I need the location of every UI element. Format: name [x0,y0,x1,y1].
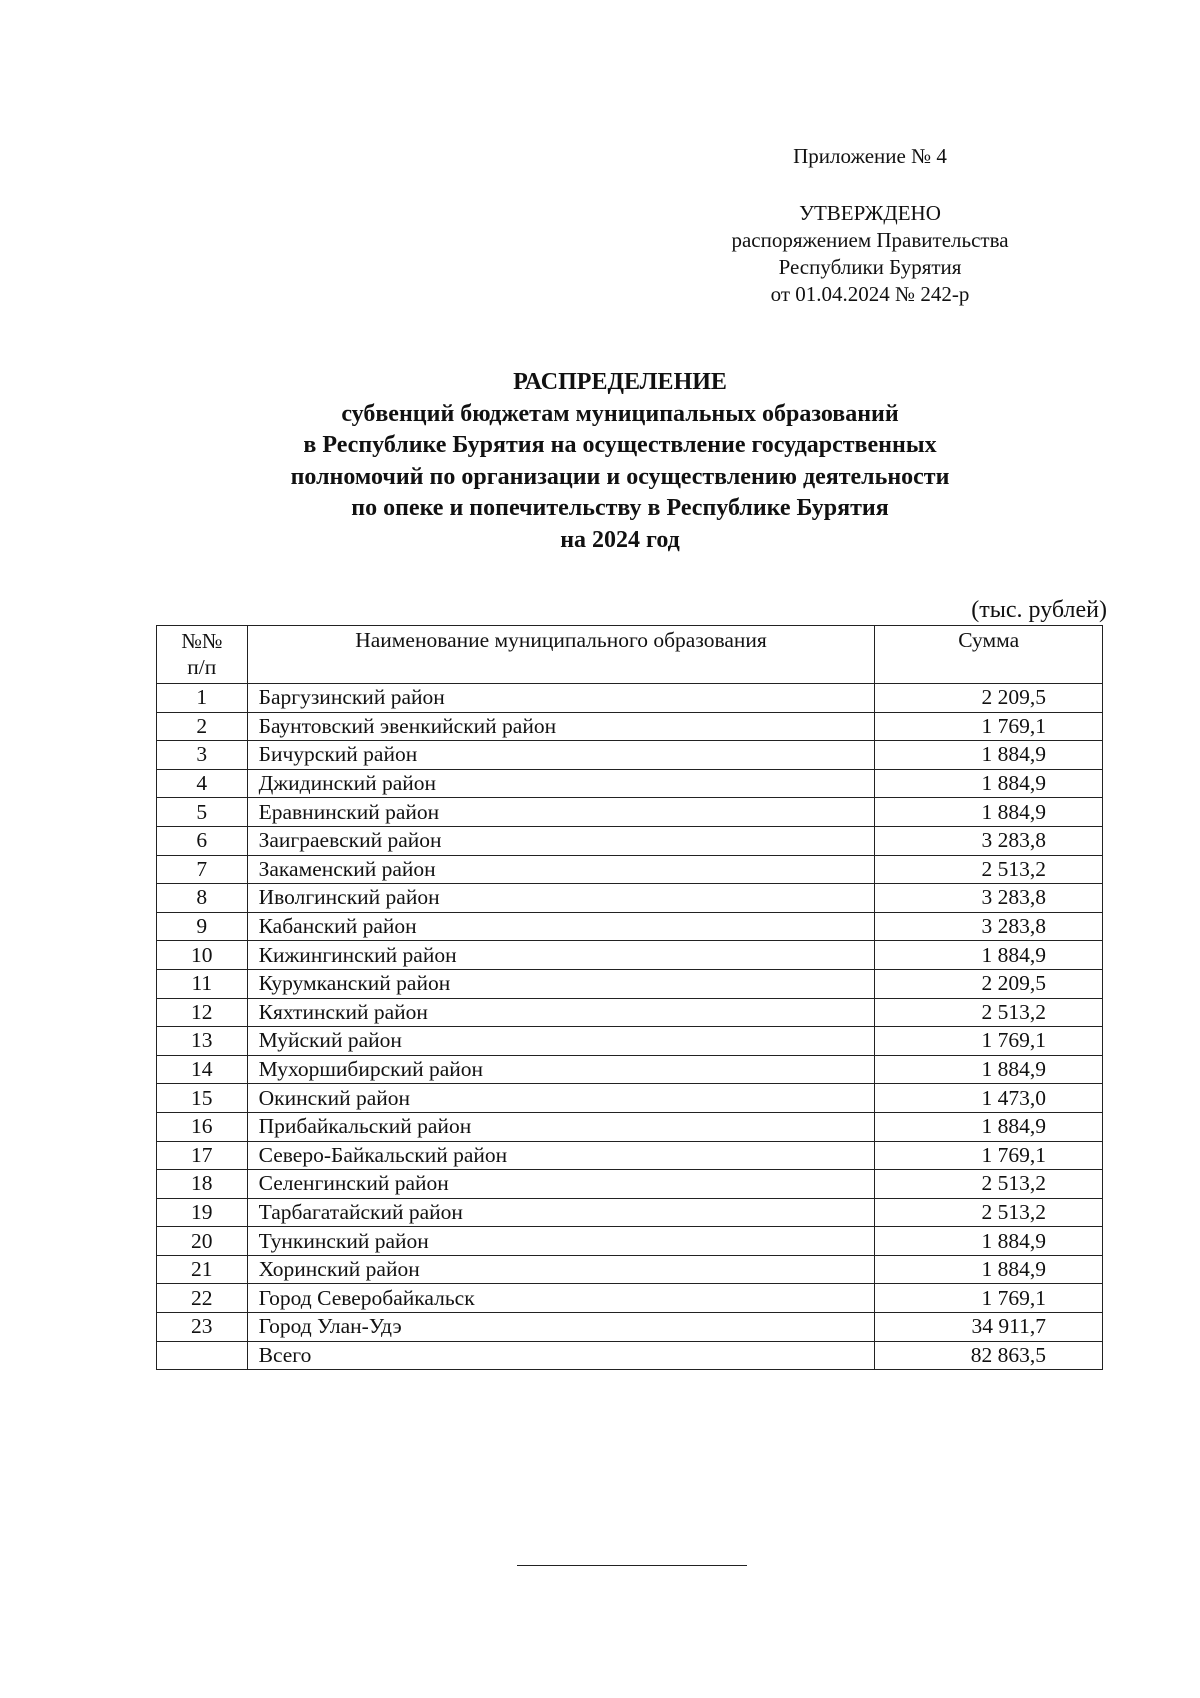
row-name: Иволгинский район [247,884,875,913]
appendix-label: Приложение № 4 [793,144,947,168]
closing-line [517,1565,747,1566]
row-sum: 3 283,8 [875,912,1103,941]
row-name: Муйский район [247,1027,875,1056]
header-sum: Сумма [875,626,1103,684]
table-header-row [157,626,1103,684]
title-line-1: РАСПРЕДЕЛЕНИЕ [513,369,727,395]
approved-stamp: УТВЕРЖДЕНО [799,201,941,225]
row-number: 3 [157,741,248,770]
row-sum: 2 513,2 [875,855,1103,884]
title-line-4: полномочий по организации и осуществлению деятельности [290,463,950,490]
row-name: Баргузинский район [247,684,875,713]
row-sum: 2 513,2 [875,1198,1103,1227]
table-row [157,941,1103,970]
row-number: 9 [157,912,248,941]
row-name: Тарбагатайский район [247,1198,875,1227]
table-row [157,1170,1103,1199]
table-row [157,1027,1103,1056]
row-sum: 2 513,2 [875,1170,1103,1199]
row-number: 12 [157,998,248,1027]
row-name: Кижингинский район [247,941,875,970]
row-number: 4 [157,769,248,798]
row-sum: 2 209,5 [875,684,1103,713]
table-row [157,1141,1103,1170]
row-name: Заиграевский район [247,826,875,855]
row-name: Тункинский район [247,1227,875,1256]
table-row [157,1227,1103,1256]
row-name: Джидинский район [247,769,875,798]
approval-block [680,200,1060,308]
row-sum: 1 884,9 [875,769,1103,798]
row-name: Курумканский район [247,969,875,998]
row-sum: 1 884,9 [875,1227,1103,1256]
table-body [157,684,1103,1370]
units-label: (тыс. рублей) [971,597,1107,623]
row-sum: 1 884,9 [875,941,1103,970]
row-name: Окинский район [247,1084,875,1113]
row-name: Закаменский район [247,855,875,884]
row-name: Баунтовский эвенкийский район [247,712,875,741]
row-number: 13 [157,1027,248,1056]
row-sum: 1 884,9 [875,798,1103,827]
row-sum: 1 769,1 [875,1141,1103,1170]
table-row [157,1284,1103,1313]
row-sum: 34 911,7 [875,1313,1103,1342]
row-sum: 1 473,0 [875,1084,1103,1113]
title-line-2: субвенций бюджетам муниципальных образований [341,400,899,427]
row-number: 21 [157,1255,248,1284]
row-sum: 3 283,8 [875,884,1103,913]
row-name: Город Улан-Удэ [247,1313,875,1342]
row-number: 6 [157,826,248,855]
table-row [157,1313,1103,1342]
row-name: Мухоршибирский район [247,1055,875,1084]
row-number: 2 [157,712,248,741]
row-number: 8 [157,884,248,913]
table-row [157,1255,1103,1284]
table-row [157,769,1103,798]
row-number: 23 [157,1313,248,1342]
row-name: Бичурский район [247,741,875,770]
row-number: 16 [157,1112,248,1141]
row-number: 19 [157,1198,248,1227]
row-name: Селенгинский район [247,1170,875,1199]
row-sum: 2 513,2 [875,998,1103,1027]
approved-by-line1: распоряжением Правительства [731,228,1009,252]
distribution-table [156,625,1103,1370]
row-number: 15 [157,1084,248,1113]
header-number-line2: п/п [187,655,217,679]
row-name: Северо-Байкальский район [247,1141,875,1170]
row-sum: 1 884,9 [875,1112,1103,1141]
header-number-line1: №№ [181,629,223,653]
row-number: 22 [157,1284,248,1313]
row-number: 17 [157,1141,248,1170]
row-number: 11 [157,969,248,998]
table-row [157,969,1103,998]
row-name: Город Северобайкальск [247,1284,875,1313]
table-row [157,826,1103,855]
table-row [157,684,1103,713]
row-sum: 1 884,9 [875,1055,1103,1084]
table-row [157,798,1103,827]
table-row [157,998,1103,1027]
header-number [157,626,248,684]
row-sum: 1 884,9 [875,741,1103,770]
table-row [157,1084,1103,1113]
row-sum: 1 769,1 [875,1027,1103,1056]
row-name: Еравнинский район [247,798,875,827]
document-title [160,367,1080,556]
row-number: 18 [157,1170,248,1199]
approved-by-line2: Республики Бурятия [778,255,962,279]
row-number: 7 [157,855,248,884]
table-row [157,1055,1103,1084]
row-sum: 2 209,5 [875,969,1103,998]
total-number [157,1341,248,1370]
total-sum: 82 863,5 [875,1341,1103,1370]
total-row [157,1341,1103,1370]
row-number: 1 [157,684,248,713]
row-name: Прибайкальский район [247,1112,875,1141]
row-number: 10 [157,941,248,970]
row-name: Кабанский район [247,912,875,941]
title-line-6: на 2024 год [560,526,680,553]
table-row [157,884,1103,913]
row-number: 20 [157,1227,248,1256]
table-row [157,1112,1103,1141]
row-number: 14 [157,1055,248,1084]
table-row [157,912,1103,941]
total-label: Всего [247,1341,875,1370]
row-name: Кяхтинский район [247,998,875,1027]
table-row [157,712,1103,741]
table-row [157,855,1103,884]
table-row [157,741,1103,770]
row-number: 5 [157,798,248,827]
title-line-5: по опеке и попечительству в Республике Бурятия [351,495,889,521]
title-line-3: в Республике Бурятия на осуществление государственных [303,432,937,458]
row-sum: 1 884,9 [875,1255,1103,1284]
table-row [157,1198,1103,1227]
approved-date: от 01.04.2024 № 242-р [770,282,970,306]
row-sum: 3 283,8 [875,826,1103,855]
header-name: Наименование муниципального образования [247,626,875,684]
row-sum: 1 769,1 [875,712,1103,741]
row-sum: 1 769,1 [875,1284,1103,1313]
row-name: Хоринский район [247,1255,875,1284]
